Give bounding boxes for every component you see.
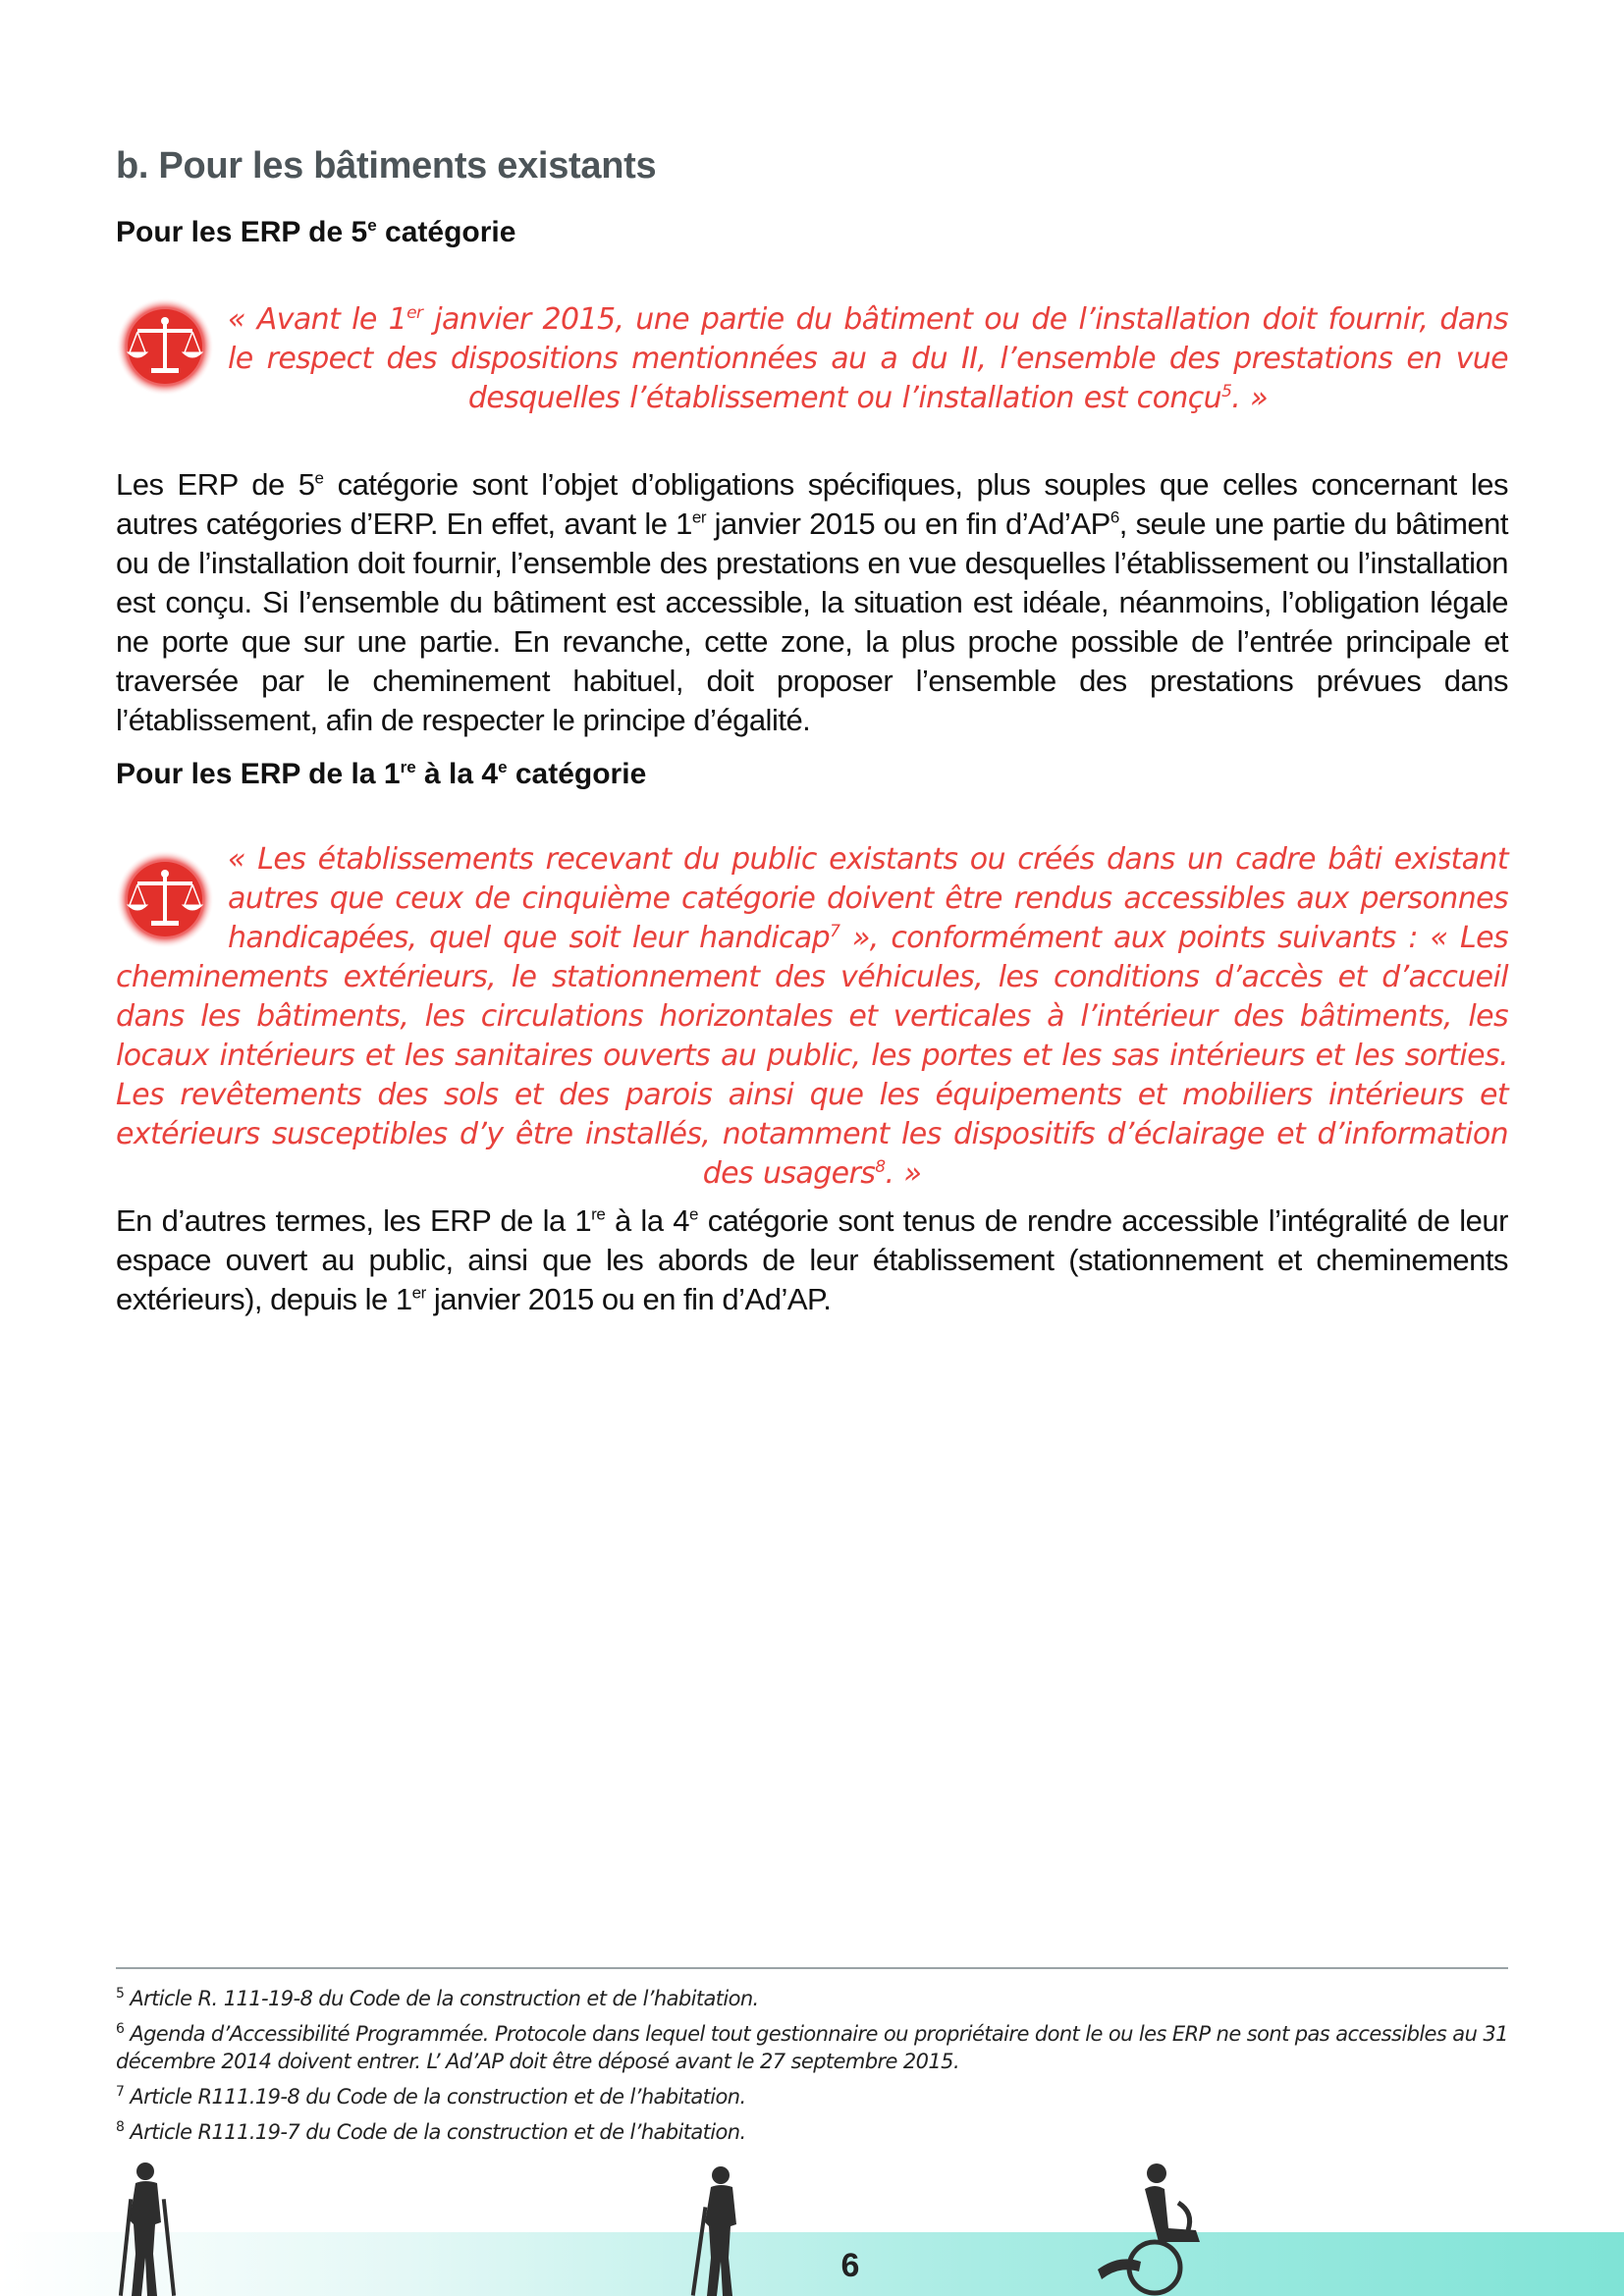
subheading-erp-1-4: Pour les ERP de la 1re à la 4e catégorie — [116, 758, 647, 790]
footnote-7: $^7$ Article R111.19-8 du Code de la construction et de l’habitation. — [116, 2084, 746, 2109]
section-heading: b. Pour les bâtiments existants — [116, 145, 657, 187]
paragraph-erp-1-4: En d’autres termes, les ERP de la 1re à la 4e catégorie sont tenus de rendre accessible l’intégralité de leur espace ouvert au public, ainsi que les abords de leur établissement (stationnement et cheminements extérieurs), depuis le 1er janvier 2015 ou en fin d’Ad’AP. — [116, 1203, 1508, 1316]
person-with-crutch-icon — [689, 2163, 748, 2296]
person-with-crutches-icon — [116, 2160, 185, 2296]
paragraph-erp-5e: Les ERP de 5e catégorie sont l’objet d’obligations spécifiques, plus souples que celles concernant les autres catégories d’ERP. En effet, avant le 1er janvier 2015 ou en fin $d’Ad’AP^6$, seule une partie du bâtiment ou de l’installation doit fournir, l’ensemble des prestations en vue desquelles l’établissement ou l’installation est conçu. Si l’ensemble du bâtiment est accessible, la situation est idéale, néanmoins, l’obligation légale ne porte que sur une partie. En revanche, cette zone, la plus proche possible de l’entrée principale et traversée par le cheminement habituel, doit proposer l’ensemble des prestations prévues dans l’établissement, afin de respecter le principe d’égalité. — [116, 467, 1509, 737]
footnote-8: $^8$ Article R111.19-7 du Code de la construction et de l’habitation. — [116, 2119, 746, 2144]
footnotes — [116, 1977, 1508, 2146]
legal-quote-2: « Les établissements recevant du public existants ou créés dans un cadre bâti existant autres que ceux de cinquième catégorie doivent être rendus accessibles aux personnes handicapées, quel que soit leur handicap$^7$ », conformément aux points suivants : « Les cheminements extérieurs, le stationnement des véhicules, les conditions d’accès et d’accueil dans les bâtiments, les circulations horizontales et verticales à l’intérieur des bâtiments, les locaux intérieurs et les sanitaires ouverts au public, les portes et les sas intérieurs et les sorties. Les revêtements des sols et des parois ainsi que les équipements et mobiliers intérieurs et extérieurs susceptibles d’y être installés, notamment les dispositifs d’éclairage et d’information des usagers$^8$. » — [116, 842, 1509, 1191]
page-number: 6 — [840, 2247, 860, 2284]
footnote-separator — [116, 1967, 1508, 1969]
wheelchair-user-icon — [1090, 2160, 1218, 2296]
subheading-erp-5e: Pour les ERP de 5e catégorie — [116, 216, 516, 248]
legal-quote-1: « Avant le 1er janvier 2015, une partie du bâtiment ou de l’installation doit fournir, dans le respect des dispositions mentionnées au a du II, l’ensemble des prestations en vue desquelles l’établissement ou l’installation est conçu$^5$. » — [228, 302, 1508, 415]
footnote-6: $^6$ Agenda d’Accessibilité Programmée. Protocole dans lequel tout gestionnaire ou propriétaire dont le ou les ERP ne sont pas accessibles au 31 décembre 2014 doivent entrer. L’ Ad’AP doit être déposé avant le 27 septembre 2015. — [116, 2021, 1508, 2073]
footnote-5: $^5$ Article R. 111-19-8 du Code de la construction et de l’habitation. — [116, 1986, 759, 2010]
footer-band — [0, 2232, 1624, 2296]
